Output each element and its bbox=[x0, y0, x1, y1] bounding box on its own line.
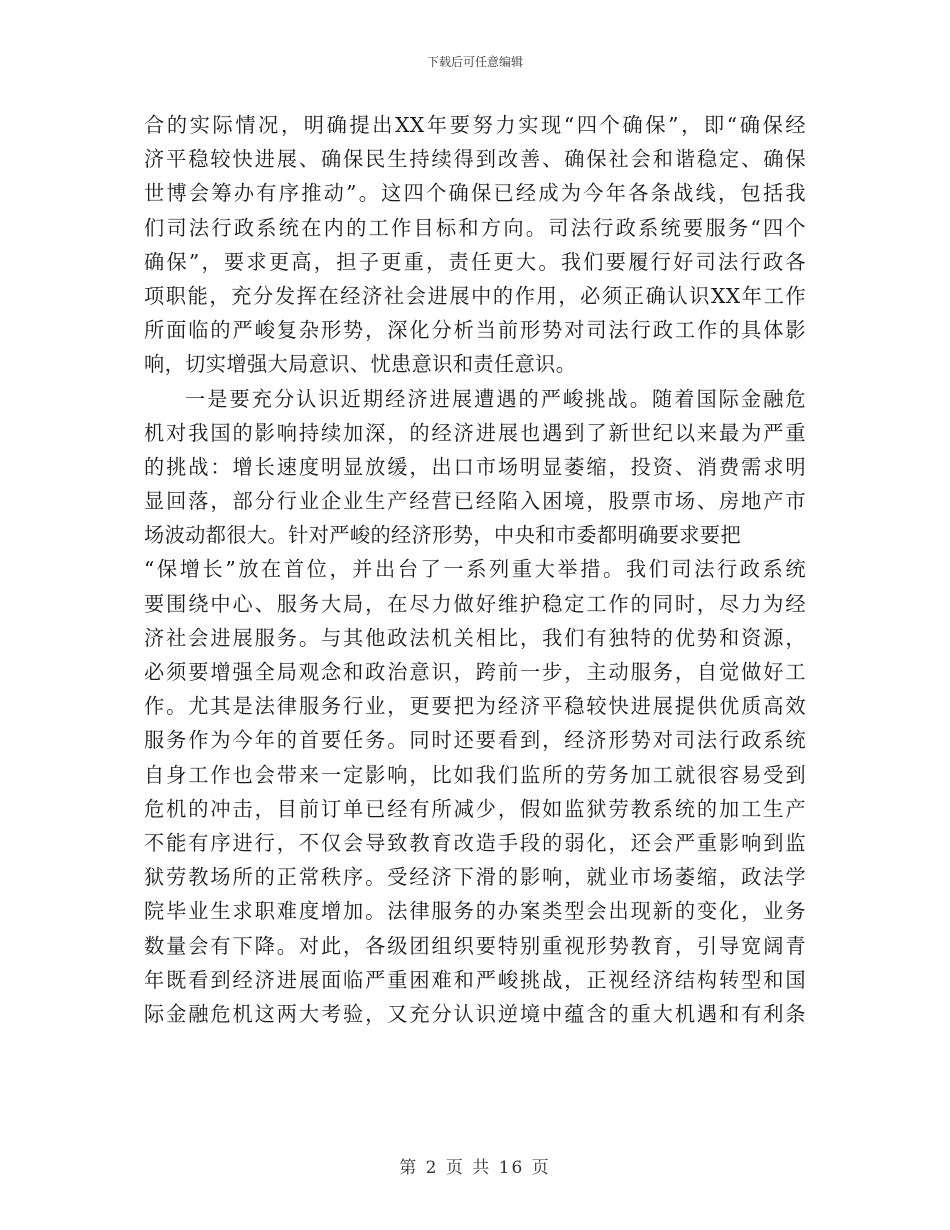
text-line: 作。尤其是法律服务行业，更要把为经济平稳较快进展提供优质高效 bbox=[144, 694, 806, 719]
text-line: 们司法行政系统在内的工作目标和方向。司法行政系统要服务“四个 bbox=[144, 215, 806, 240]
text-line: 自身工作也会带来一定影响，比如我们监所的劳务加工就很容易受到 bbox=[144, 762, 806, 787]
text-line: 数量会有下降。对此，各级团组织要特别重视形势教育，引导宽阔青 bbox=[144, 933, 806, 958]
text-line: 院毕业生求职难度增加。法律服务的办案类型会出现新的变化，业务 bbox=[144, 899, 806, 924]
text-line: 所面临的严峻复杂形势，深化分析当前形势对司法行政工作的具体影 bbox=[144, 318, 806, 343]
text-line: 显回落，部分行业企业生产经营已经陷入困境，股票市场、房地产市 bbox=[144, 489, 806, 514]
page-header: 下载后可任意编辑 bbox=[426, 55, 523, 69]
text-line: 不能有序进行，不仅会导致教育改造手段的弱化，还会严重影响到监 bbox=[144, 830, 806, 855]
document-body bbox=[144, 108, 806, 1031]
page-number: 第 2 页 共 16 页 bbox=[399, 1158, 551, 1178]
text-line: 年既看到经济进展面临严重困难和严峻挑战，正视经济结构转型和国 bbox=[144, 967, 806, 992]
text-line: 要围绕中心、服务大局，在尽力做好维护稳定工作的同时，尽力为经 bbox=[144, 591, 806, 616]
text-line: 必须要增强全局观念和政治意识，跨前一步，主动服务，自觉做好工 bbox=[144, 660, 806, 684]
text-line: 服务作为今年的首要任务。同时还要看到，经济形势对司法行政系统 bbox=[144, 728, 806, 753]
text-line: 的挑战：增长速度明显放缓，出口市场明显萎缩，投资、消费需求明 bbox=[144, 454, 806, 479]
text-line: 机对我国的影响持续加深，的经济进展也遇到了新世纪以来最为严重 bbox=[144, 420, 806, 445]
text-line: 场波动都很大。针对严峻的经济形势，中央和市委都明确要求要把 bbox=[144, 523, 742, 548]
text-line: 合的实际情况，明确提出XX年要努力实现“四个确保”，即“确保经 bbox=[144, 113, 806, 137]
text-line: 济平稳较快进展、确保民生持续得到改善、确保社会和谐稳定、确保 bbox=[144, 147, 806, 172]
text-line: 际金融危机这两大考验，又充分认识逆境中蕴含的重大机遇和有利条 bbox=[144, 1001, 806, 1026]
text-line: 狱劳教场所的正常秩序。受经济下滑的影响，就业市场萎缩，政法学 bbox=[144, 865, 806, 890]
text-line: 确保”，要求更高，担子更重，责任更大。我们要履行好司法行政各 bbox=[144, 249, 806, 274]
text-line: 危机的冲击，目前订单已经有所减少，假如监狱劳教系统的加工生产 bbox=[144, 796, 806, 821]
text-line: 世博会筹办有序推动”。这四个确保已经成为今年各条战线，包括我 bbox=[144, 181, 806, 206]
paragraph-end-line: 响，切实增强大局意识、忧患意识和责任意识。 bbox=[144, 352, 577, 377]
text-line: 济社会进展服务。与其他政法机关相比，我们有独特的优势和资源， bbox=[144, 625, 806, 650]
paragraph-start-line: 一是要充分认识近期经济进展遭遇的严峻挑战。随着国际金融危 bbox=[185, 386, 806, 411]
text-line: “保增长”放在首位，并出台了一系列重大举措。我们司法行政系统 bbox=[144, 557, 806, 582]
text-line: 项职能，充分发挥在经济社会进展中的作用，必须正确认识XX年工作 bbox=[144, 283, 806, 308]
